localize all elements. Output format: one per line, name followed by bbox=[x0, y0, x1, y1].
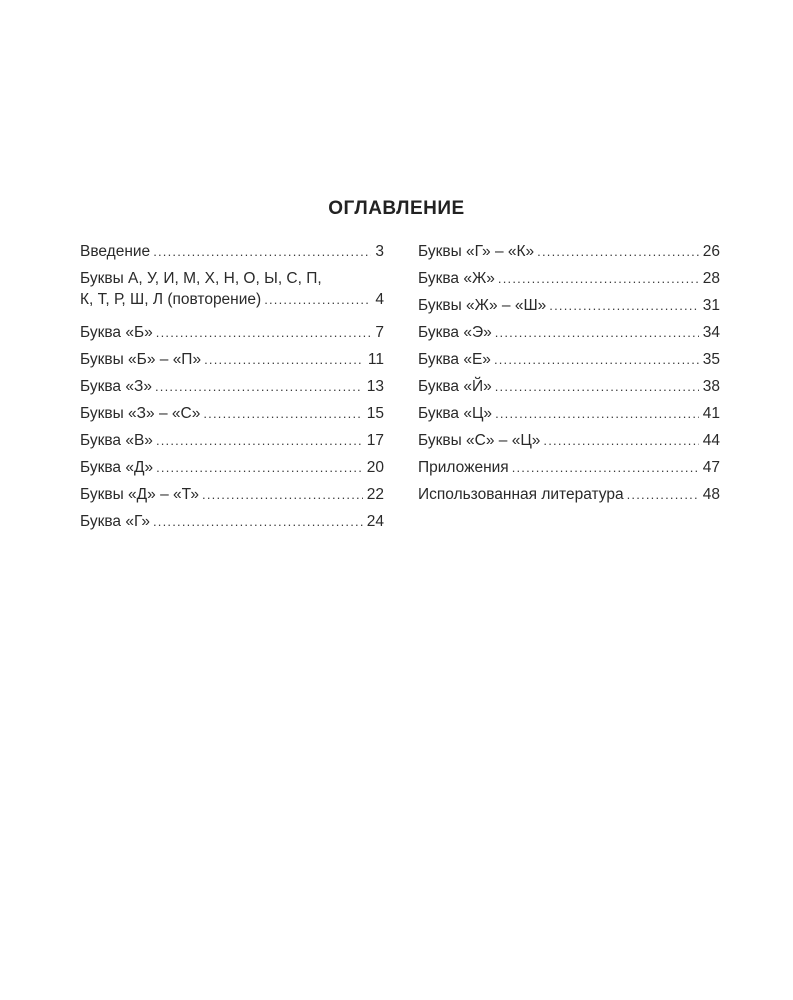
dot-leader bbox=[494, 346, 699, 373]
toc-entry[interactable] bbox=[418, 400, 720, 427]
toc-entry-label: Буква «Е» bbox=[418, 351, 491, 368]
toc-entry[interactable] bbox=[80, 319, 384, 346]
dot-leader bbox=[156, 319, 372, 346]
toc-entry-page: 48 bbox=[702, 486, 720, 503]
toc-entry-label: Буквы «Б» – «П» bbox=[80, 351, 202, 368]
toc-entry[interactable] bbox=[418, 346, 720, 373]
toc-entry[interactable] bbox=[80, 373, 384, 400]
dot-leader bbox=[202, 481, 363, 508]
toc-entry-label-continued: К, Т, Р, Ш, Л (повторение) bbox=[80, 291, 262, 308]
toc-entry-label: Буква «Ц» bbox=[418, 405, 493, 422]
dot-leader bbox=[495, 373, 699, 400]
toc-entry[interactable] bbox=[80, 346, 384, 373]
toc-entry-page: 20 bbox=[366, 459, 384, 476]
toc-entry-label: Приложения bbox=[418, 459, 509, 476]
dot-leader bbox=[264, 289, 371, 310]
toc-entry-label: Введение bbox=[80, 243, 151, 260]
toc-entry-page: 47 bbox=[702, 459, 720, 476]
toc-entry-page: 31 bbox=[702, 297, 720, 314]
toc-entry-label: Буква «Э» bbox=[418, 324, 492, 341]
toc-entry-page: 4 bbox=[375, 291, 384, 308]
dot-leader bbox=[512, 454, 699, 481]
toc-entry[interactable] bbox=[80, 238, 384, 265]
toc-entry-label: Буквы «Г» – «К» bbox=[418, 243, 535, 260]
toc-entry[interactable] bbox=[418, 373, 720, 400]
dot-leader bbox=[155, 373, 363, 400]
toc-entry-label: Буквы «Ж» – «Ш» bbox=[418, 297, 547, 314]
dot-leader bbox=[153, 238, 371, 265]
dot-leader bbox=[204, 346, 364, 373]
toc-entry[interactable] bbox=[418, 454, 720, 481]
toc-entry-label: Буквы «Д» – «Т» bbox=[80, 486, 200, 503]
toc-entry-page: 11 bbox=[367, 351, 384, 368]
toc-entry-page: 35 bbox=[702, 351, 720, 368]
dot-leader bbox=[498, 265, 699, 292]
page-title: ОГЛАВЛЕНИЕ bbox=[328, 198, 465, 219]
toc-entry-label: Буквы «С» – «Ц» bbox=[418, 432, 541, 449]
dot-leader bbox=[495, 319, 699, 346]
toc-entry-page: 38 bbox=[702, 378, 720, 395]
toc-entry-label: Буквы А, У, И, М, Х, Н, О, Ы, С, П, bbox=[80, 270, 322, 287]
toc-entry[interactable] bbox=[80, 454, 384, 481]
dot-leader bbox=[153, 508, 363, 535]
toc-entry[interactable] bbox=[418, 319, 720, 346]
toc-entry-page: 44 bbox=[702, 432, 720, 449]
toc-entry-page: 3 bbox=[375, 243, 384, 260]
toc-entry-page: 24 bbox=[366, 513, 384, 530]
toc-entry[interactable] bbox=[80, 268, 384, 310]
dot-leader bbox=[627, 481, 699, 508]
toc-entry-page: 41 bbox=[702, 405, 720, 422]
toc-entry-label: Буква «З» bbox=[80, 378, 152, 395]
toc-entry[interactable] bbox=[80, 400, 384, 427]
toc-entry-label: Буква «Б» bbox=[80, 324, 153, 341]
toc-entry-label: Буква «В» bbox=[80, 432, 153, 449]
toc-entry-label: Буква «Д» bbox=[80, 459, 154, 476]
toc-entry[interactable] bbox=[418, 292, 720, 319]
toc-entry-page: 7 bbox=[375, 324, 384, 341]
toc-entry[interactable] bbox=[80, 508, 384, 535]
dot-leader bbox=[156, 454, 363, 481]
toc-entry[interactable] bbox=[80, 427, 384, 454]
toc-entry-page: 26 bbox=[702, 243, 720, 260]
toc-entry-page: 17 bbox=[366, 432, 384, 449]
toc-entry-label: Использованная литература bbox=[418, 486, 624, 503]
toc-entry-label: Буква «Ж» bbox=[418, 270, 495, 287]
toc-entry[interactable] bbox=[418, 427, 720, 454]
toc-entry-page: 28 bbox=[702, 270, 720, 287]
dot-leader bbox=[543, 427, 698, 454]
toc-entry[interactable] bbox=[418, 265, 720, 292]
toc-right-column bbox=[418, 238, 720, 508]
toc-entry-page: 13 bbox=[366, 378, 384, 395]
toc-entry[interactable] bbox=[418, 238, 720, 265]
toc-left-column bbox=[80, 238, 384, 535]
dot-leader bbox=[549, 292, 698, 319]
toc-entry-label: Буква «Г» bbox=[80, 513, 150, 530]
toc-entry-label: Буквы «З» – «С» bbox=[80, 405, 201, 422]
dot-leader bbox=[495, 400, 699, 427]
dot-leader bbox=[203, 400, 362, 427]
toc-entry-page: 22 bbox=[366, 486, 384, 503]
toc-entry[interactable] bbox=[418, 481, 720, 508]
toc-entry-page: 34 bbox=[702, 324, 720, 341]
toc-entry-label: Буква «Й» bbox=[418, 378, 492, 395]
dot-leader bbox=[537, 238, 699, 265]
toc-entry[interactable] bbox=[80, 481, 384, 508]
dot-leader bbox=[156, 427, 363, 454]
toc-entry-page: 15 bbox=[366, 405, 384, 422]
